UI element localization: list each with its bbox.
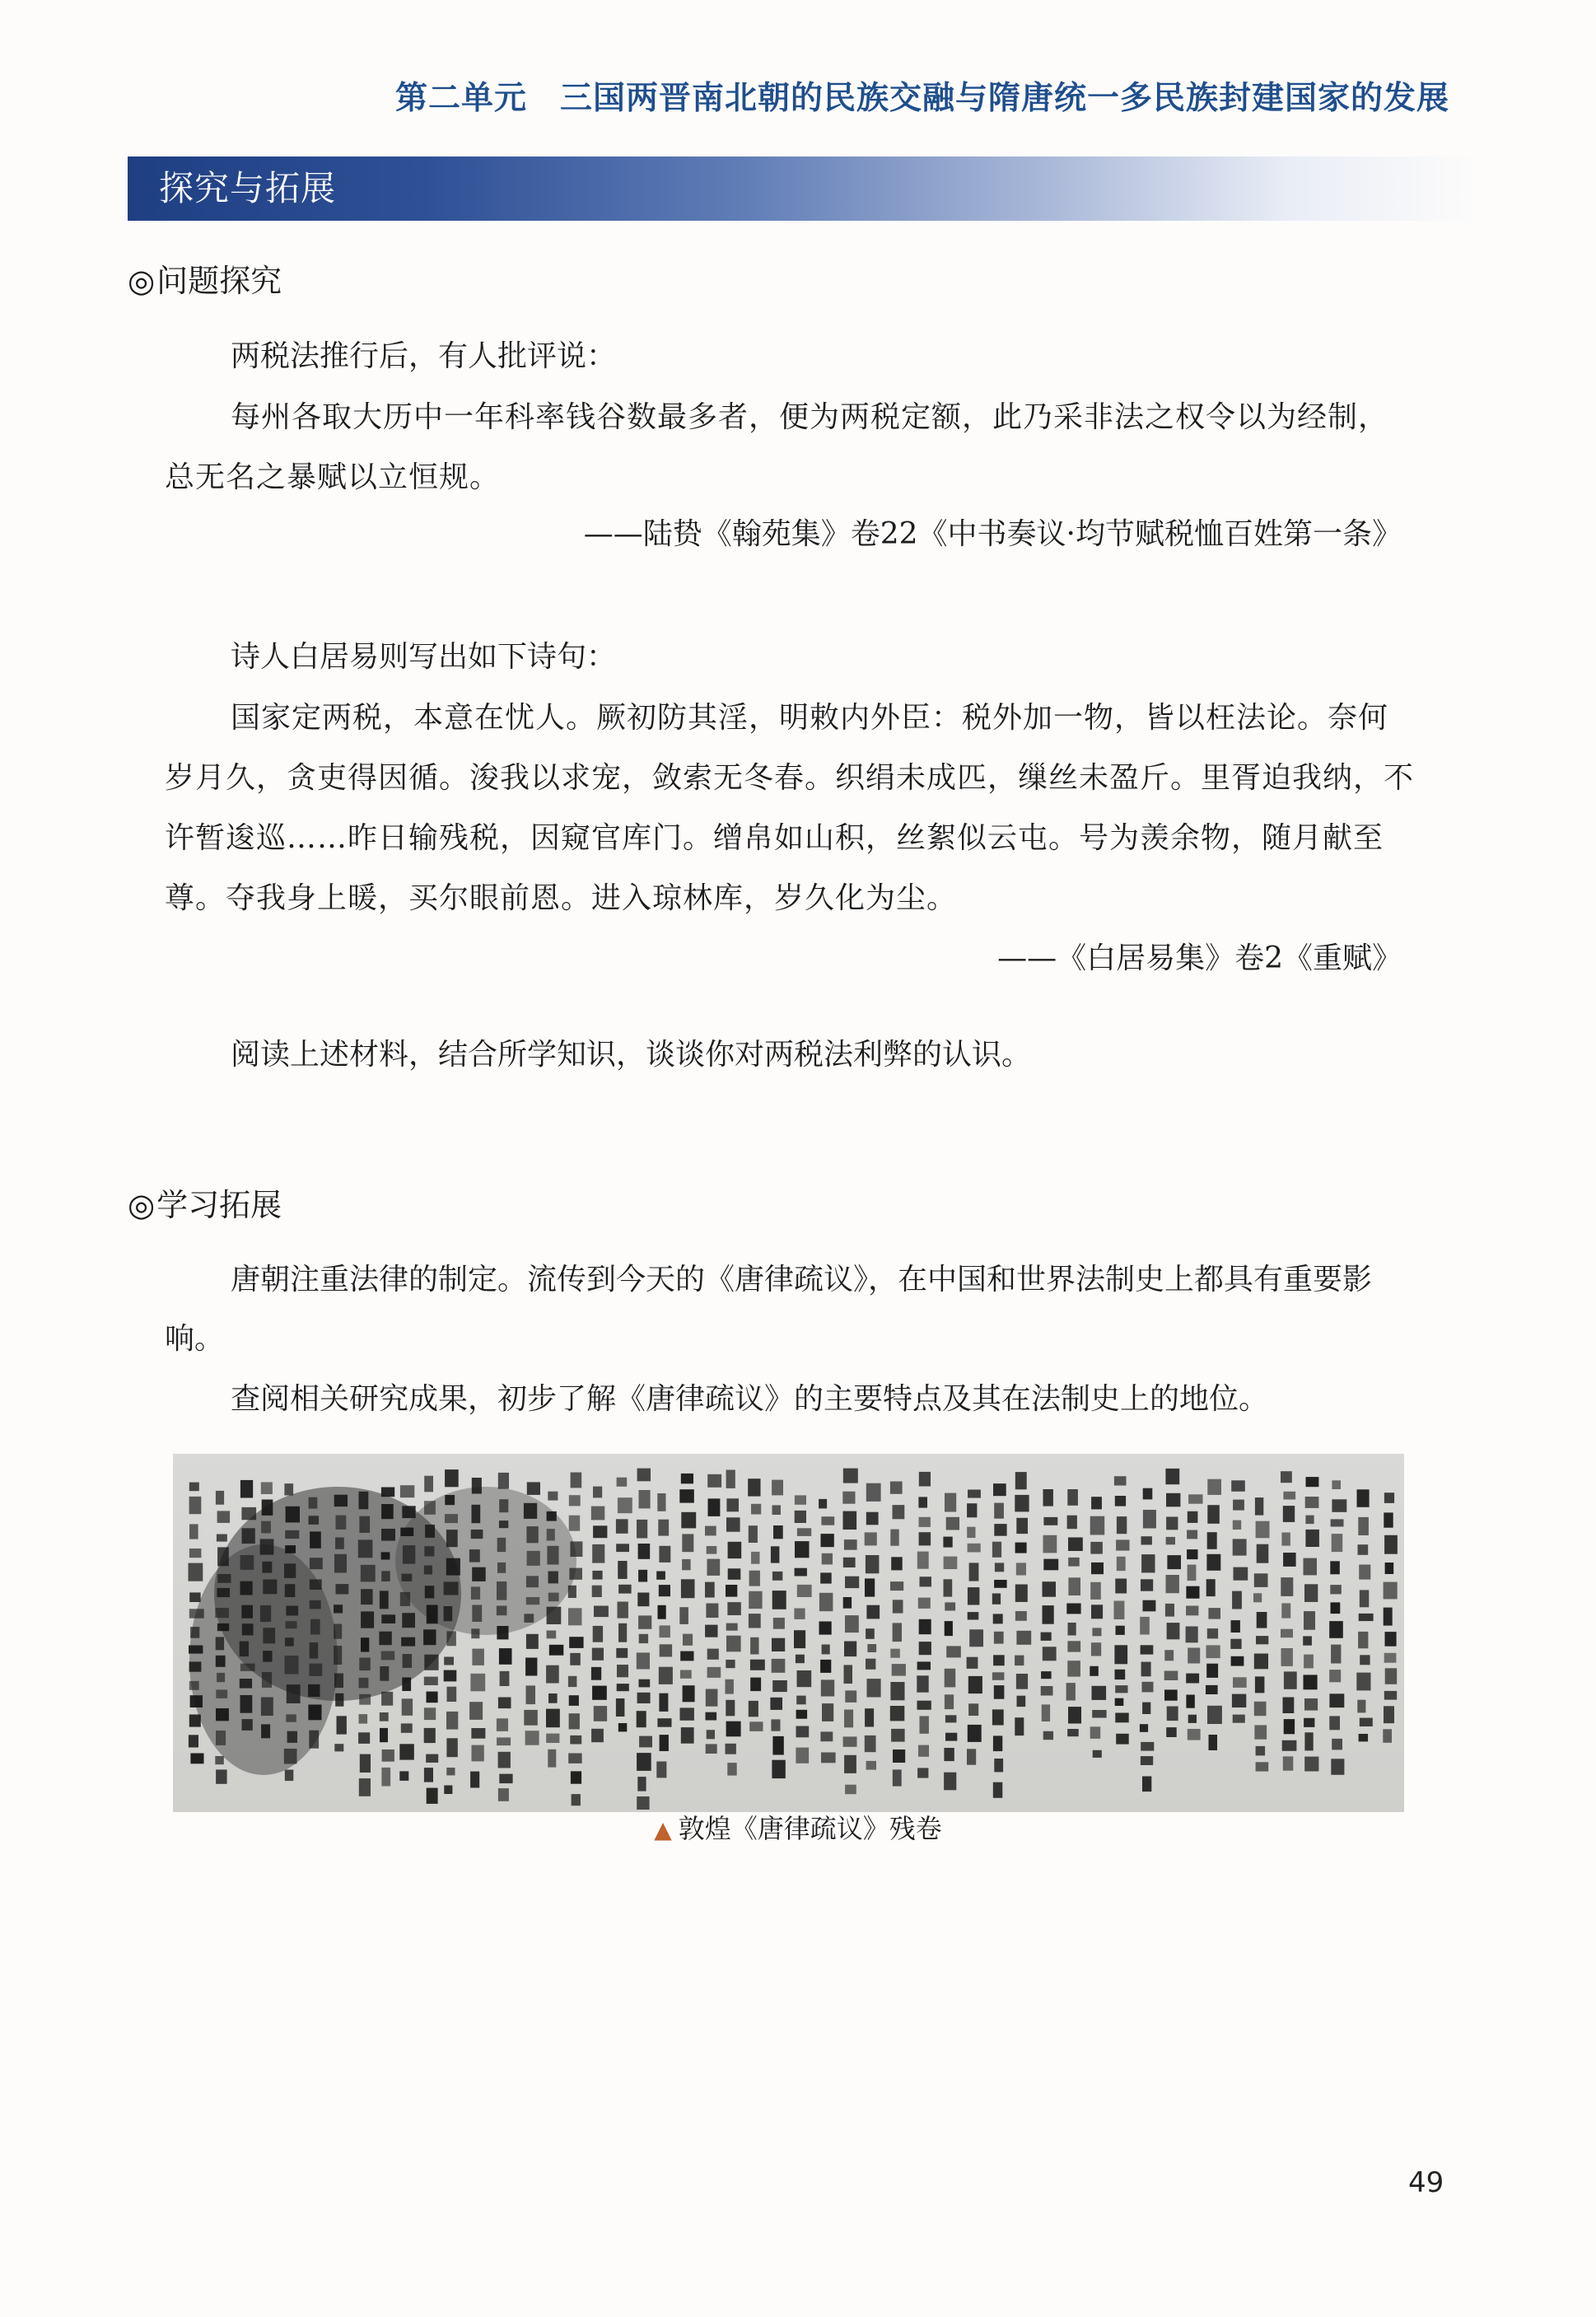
dunhuang-manuscript-image (173, 1454, 1404, 1812)
inquiry-source-1: ——陆贽《翰苑集》卷22《中书奏议·均节赋税恤百姓第一条》 (583, 517, 1402, 551)
inquiry-task: 阅读上述材料，结合所学知识，谈谈你对两税法利弊的认识。 (231, 1038, 1032, 1072)
unit-title: 三国两晋南北朝的民族交融与隋唐统一多民族封建国家的发展 (559, 80, 1449, 117)
inquiry-intro-2: 诗人白居易则写出如下诗句： (231, 640, 617, 674)
extension-heading (128, 1180, 282, 1225)
manuscript-texture (173, 1454, 1404, 1812)
extension-paragraph-1: 唐朝注重法律的制定。流传到今天的《唐律疏议》，在中国和世界法制史上都具有重要影响。 (165, 1263, 1373, 1356)
unit-label: 第二单元 (394, 80, 527, 117)
unit-header (395, 72, 1449, 119)
extension-paragraph-2: 查阅相关研究成果，初步了解《唐律疏议》的主要特点及其在法制史上的地位。 (231, 1382, 1269, 1416)
extension-heading-text: 学习拓展 (156, 1187, 282, 1223)
inquiry-heading-text: 问题探究 (156, 263, 282, 299)
figure-caption-text: 敦煌《唐律疏议》残卷 (678, 1813, 942, 1844)
inquiry-intro-1: 两税法推行后，有人批评说： (231, 339, 617, 373)
page-number: 49 (1408, 2166, 1444, 2199)
section-banner (128, 156, 1478, 221)
circle-bullet-icon: ◎ (128, 263, 156, 299)
inquiry-quote-1: 每州各取大历中一年科率钱谷数最多者，便为两税定额，此乃采非法之权令以为经制，总无名之暴赋以立恒规。 (165, 400, 1389, 494)
banner-title: 探究与拓展 (159, 168, 337, 208)
figure-caption (0, 1808, 1596, 1846)
circle-bullet-icon: ◎ (128, 1187, 156, 1223)
triangle-marker-icon: ▲ (654, 1816, 672, 1843)
inquiry-source-2: ——《白居易集》卷2《重赋》 (997, 941, 1402, 975)
inquiry-quote-2: 国家定两税，本意在忧人。厥初防其淫，明敕内外臣：税外加一物，皆以枉法论。奈何岁月久，贪吏得因循。浚我以求宠，敛索无冬春。织绢未成匹，缫丝未盈斤。里胥迫我纳，不许暂逡巡……昨日输残税，因窥官库门。缯帛如山积，丝絮似云屯。号为羡余物，随月献至尊。夺我身上暖，买尔眼前恩。进入琼林库，岁久化为尘。 (165, 701, 1415, 915)
inquiry-heading (128, 255, 282, 301)
